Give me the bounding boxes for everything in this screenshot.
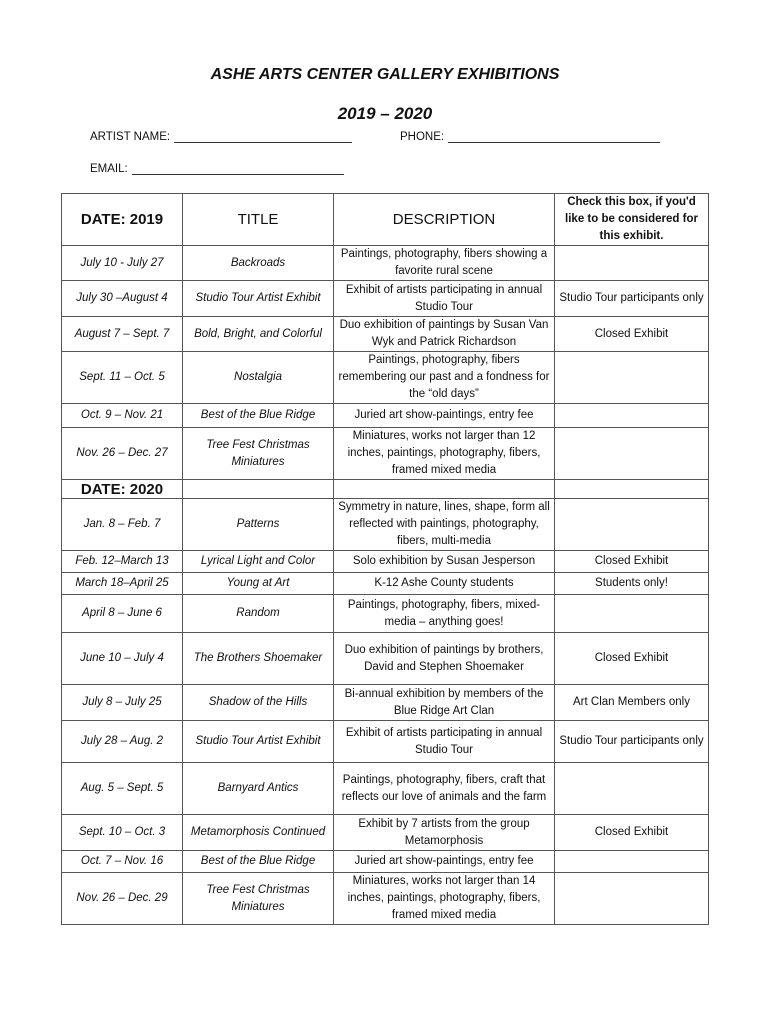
date-cell: Sept. 10 – Oct. 3 [62, 815, 183, 851]
table-row [62, 428, 709, 480]
table-row [62, 404, 709, 428]
table-row [62, 595, 709, 633]
date-cell: July 8 – July 25 [62, 685, 183, 721]
description-cell: Paintings, photography, fibers showing a favorite rural scene [334, 246, 555, 281]
title-cell: Lyrical Light and Color [183, 551, 334, 573]
check-cell[interactable] [555, 595, 709, 633]
date-cell: Nov. 26 – Dec. 29 [62, 873, 183, 925]
title-cell: Young at Art [183, 573, 334, 595]
check-cell[interactable]: Students only! [555, 573, 709, 595]
description-cell: Symmetry in nature, lines, shape, form all reflected with paintings, photography, fibers, multi-media [334, 499, 555, 551]
title-cell: Metamorphosis Continued [183, 815, 334, 851]
table-row [62, 873, 709, 925]
title-cell: Tree Fest Christmas Miniatures [183, 873, 334, 925]
date-cell: July 28 – Aug. 2 [62, 721, 183, 763]
description-cell: Bi-annual exhibition by members of the Blue Ridge Art Clan [334, 685, 555, 721]
description-cell: Duo exhibition of paintings by brothers, David and Stephen Shoemaker [334, 633, 555, 685]
table-row [62, 721, 709, 763]
title-cell: Barnyard Antics [183, 763, 334, 815]
title-cell: The Brothers Shoemaker [183, 633, 334, 685]
title-cell: Bold, Bright, and Colorful [183, 317, 334, 352]
date-cell: Oct. 7 – Nov. 16 [62, 851, 183, 873]
section-row-2020 [62, 480, 709, 499]
document-title: ASHE ARTS CENTER GALLERY EXHIBITIONS [210, 66, 560, 83]
table-row [62, 246, 709, 281]
description-cell: Duo exhibition of paintings by Susan Van Wyk and Patrick Richardson [334, 317, 555, 352]
check-cell[interactable] [555, 404, 709, 428]
check-cell[interactable] [555, 873, 709, 925]
table-row [62, 633, 709, 685]
table-row [62, 281, 709, 317]
date-cell: March 18–April 25 [62, 573, 183, 595]
date-cell: Aug. 5 – Sept. 5 [62, 763, 183, 815]
exhibitions-table [61, 193, 709, 925]
phone-label: PHONE: [400, 131, 445, 143]
title-cell: Shadow of the Hills [183, 685, 334, 721]
phone-field[interactable] [400, 130, 660, 143]
document-years: 2019 – 2020 [337, 104, 433, 123]
header-title: TITLE [183, 194, 334, 246]
artist-name-line[interactable] [174, 130, 352, 143]
description-cell: Exhibit of artists participating in annual Studio Tour [334, 281, 555, 317]
description-cell: Exhibit of artists participating in annual Studio Tour [334, 721, 555, 763]
table-row [62, 352, 709, 404]
date-cell: August 7 – Sept. 7 [62, 317, 183, 352]
date-cell: July 10 - July 27 [62, 246, 183, 281]
description-cell: K-12 Ashe County students [334, 573, 555, 595]
email-label: EMAIL: [90, 163, 128, 175]
description-cell: Miniatures, works not larger than 12 inches, paintings, photography, fibers, framed mixed media [334, 428, 555, 480]
table-row [62, 317, 709, 352]
description-cell: Solo exhibition by Susan Jesperson [334, 551, 555, 573]
description-cell: Miniatures, works not larger than 14 inches, paintings, photography, fibers, framed mixed media [334, 873, 555, 925]
check-cell[interactable]: Closed Exhibit [555, 633, 709, 685]
check-cell[interactable] [555, 499, 709, 551]
header-description: DESCRIPTION [334, 194, 555, 246]
check-cell[interactable]: Studio Tour participants only [555, 281, 709, 317]
description-cell: Juried art show-paintings, entry fee [334, 851, 555, 873]
header-check: Check this box, if you'd like to be considered for this exhibit. [555, 194, 709, 246]
empty-cell [183, 480, 334, 499]
check-cell[interactable]: Art Clan Members only [555, 685, 709, 721]
check-cell[interactable]: Closed Exhibit [555, 551, 709, 573]
table-row [62, 763, 709, 815]
phone-line[interactable] [448, 130, 660, 143]
empty-cell [555, 480, 709, 499]
check-cell[interactable] [555, 428, 709, 480]
date-cell: June 10 – July 4 [62, 633, 183, 685]
title-cell: Backroads [183, 246, 334, 281]
check-cell[interactable]: Studio Tour participants only [555, 721, 709, 763]
table-row [62, 499, 709, 551]
description-cell: Paintings, photography, fibers, mixed-media – anything goes! [334, 595, 555, 633]
title-cell: Studio Tour Artist Exhibit [183, 721, 334, 763]
description-cell: Juried art show-paintings, entry fee [334, 404, 555, 428]
check-cell[interactable] [555, 352, 709, 404]
empty-cell [334, 480, 555, 499]
title-cell: Best of the Blue Ridge [183, 851, 334, 873]
header-date-2019: DATE: 2019 [62, 194, 183, 246]
title-cell: Patterns [183, 499, 334, 551]
title-cell: Studio Tour Artist Exhibit [183, 281, 334, 317]
description-cell: Paintings, photography, fibers remembering our past and a fondness for the “old days” [334, 352, 555, 404]
date-cell: Nov. 26 – Dec. 27 [62, 428, 183, 480]
check-cell[interactable]: Closed Exhibit [555, 815, 709, 851]
title-cell: Random [183, 595, 334, 633]
table-row [62, 551, 709, 573]
check-cell[interactable] [555, 851, 709, 873]
check-cell[interactable] [555, 763, 709, 815]
section-date-2020: DATE: 2020 [62, 480, 183, 499]
date-cell: Jan. 8 – Feb. 7 [62, 499, 183, 551]
table-row [62, 685, 709, 721]
date-cell: Oct. 9 – Nov. 21 [62, 404, 183, 428]
check-cell[interactable]: Closed Exhibit [555, 317, 709, 352]
title-cell: Best of the Blue Ridge [183, 404, 334, 428]
artist-name-field[interactable] [90, 130, 352, 143]
title-cell: Tree Fest Christmas Miniatures [183, 428, 334, 480]
table-row [62, 851, 709, 873]
artist-name-label: ARTIST NAME: [90, 131, 171, 143]
description-cell: Paintings, photography, fibers, craft that reflects our love of animals and the farm [334, 763, 555, 815]
date-cell: April 8 – June 6 [62, 595, 183, 633]
title-cell: Nostalgia [183, 352, 334, 404]
table-header-row [62, 194, 709, 246]
date-cell: Sept. 11 – Oct. 5 [62, 352, 183, 404]
table-row [62, 815, 709, 851]
email-field[interactable] [90, 162, 344, 175]
date-cell: July 30 –August 4 [62, 281, 183, 317]
check-cell[interactable] [555, 246, 709, 281]
date-cell: Feb. 12–March 13 [62, 551, 183, 573]
description-cell: Exhibit by 7 artists from the group Metamorphosis [334, 815, 555, 851]
table-row [62, 573, 709, 595]
email-line[interactable] [132, 162, 344, 175]
